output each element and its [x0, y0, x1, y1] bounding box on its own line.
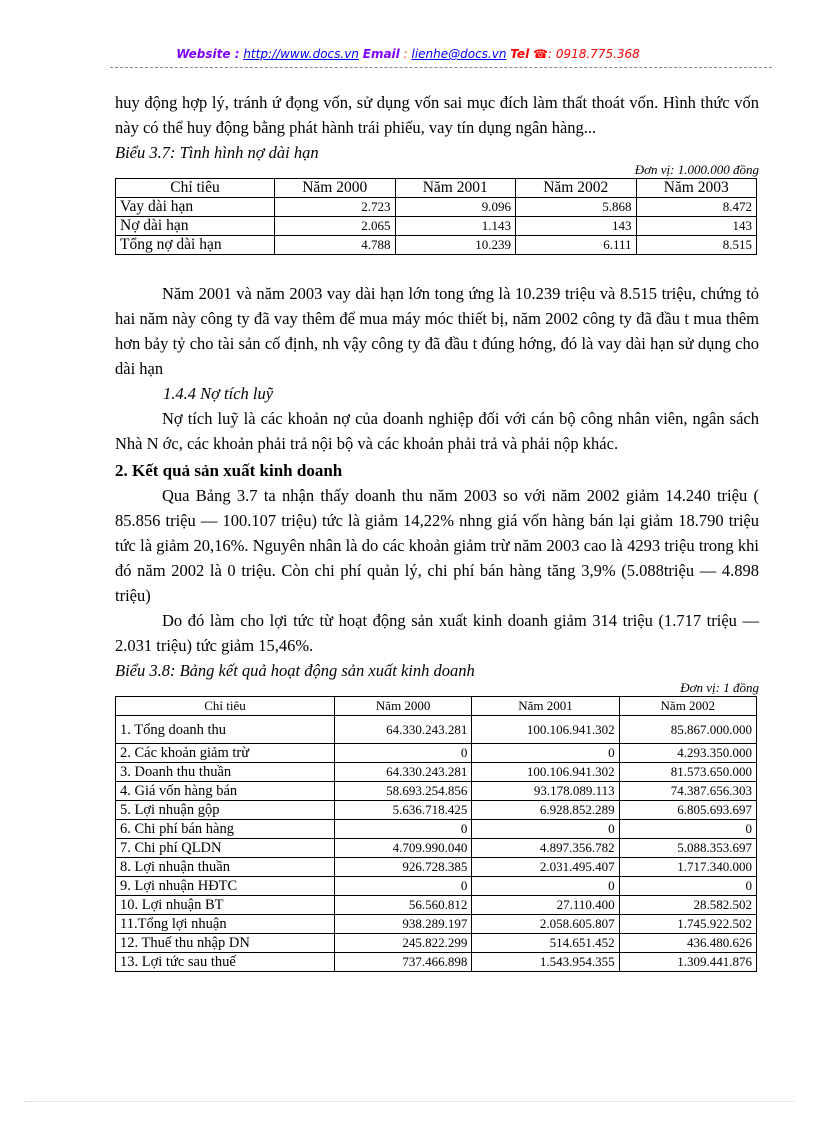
table-cell: 1.543.954.355: [472, 953, 619, 972]
table-header: Năm 2003: [636, 179, 757, 198]
table-row: [116, 782, 757, 801]
table-row: [116, 763, 757, 782]
table-cell: 1.717.340.000: [619, 858, 756, 877]
table-cell: 10.239: [395, 236, 516, 255]
table-cell: 245.822.299: [335, 934, 472, 953]
table-row: [116, 858, 757, 877]
footer-rule: [24, 1101, 794, 1102]
table-cell: Tổng nợ dài hạn: [116, 236, 275, 255]
table-cell: 143: [516, 217, 637, 236]
paragraph-3: Nợ tích luỹ là các khoản nợ của doanh nghiệp đối với cán bộ công nhân viên, ngân sách Nhà N ớc, các khoản phải trả nội bộ và các khoản phải trả và phải nộp khác.: [115, 409, 759, 453]
table-cell: 1. Tổng doanh thu: [116, 716, 335, 744]
table-header: Năm 2000: [335, 697, 472, 716]
table-cell: 0: [472, 744, 619, 763]
table-row: [116, 934, 757, 953]
table-cell: 5.088.353.697: [619, 839, 756, 858]
paragraph-2: Năm 2001 và năm 2003 vay dài hạn lớn tong ứng là 10.239 triệu và 8.515 triệu, chứng tỏ hai năm này công ty đã vay thêm để mua máy móc thiết bị, năm 2002 công ty đã đầu t mua thêm hơn bảy tỷ cho tài sản cố định, nh vậy công ty đã đầu t đúng hớng, đó là vay dài hạn sử dụng cho dài hạn: [115, 284, 759, 378]
table-cell: 737.466.898: [335, 953, 472, 972]
table-cell: 2.723: [275, 198, 396, 217]
table-header: Năm 2000: [275, 179, 396, 198]
table1-caption: Biểu 3.7: Tình hình nợ dài hạn: [115, 143, 319, 162]
table-cell: 10. Lợi nhuận BT: [116, 896, 335, 915]
paragraph-5: Do đó làm cho lợi tức từ hoạt động sản xuất kinh doanh giảm 314 triệu (1.717 triệu — 2.031 triệu) tức giảm 15,46%.: [115, 611, 759, 655]
table-cell: 8.515: [636, 236, 757, 255]
table-cell: 3. Doanh thu thuần: [116, 763, 335, 782]
table-row: [116, 716, 757, 744]
table-header: Năm 2001: [395, 179, 516, 198]
table2-caption: Biểu 3.8: Bảng kết quả hoạt động sản xuất kinh doanh: [115, 661, 475, 680]
table-header-row: [116, 179, 757, 198]
table-cell: 13. Lợi tức sau thuế: [116, 953, 335, 972]
page-header: [0, 47, 816, 61]
table-cell: 4.293.350.000: [619, 744, 756, 763]
table-cell: 56.560.812: [335, 896, 472, 915]
tel-label: Tel: [510, 47, 530, 61]
table-cell: 926.728.385: [335, 858, 472, 877]
table-cell: 2.031.495.407: [472, 858, 619, 877]
table-cell: 2. Các khoản giảm trừ: [116, 744, 335, 763]
table-cell: 11.Tổng lợi nhuận: [116, 915, 335, 934]
table-row: [116, 744, 757, 763]
table-cell: 0: [472, 820, 619, 839]
table-row: [116, 236, 757, 255]
table-row: [116, 915, 757, 934]
table1-unit: Đơn vị: 1.000.000 đồng: [634, 162, 759, 177]
email-link[interactable]: lienhe@docs.vn: [411, 47, 507, 61]
table-cell: 5.868: [516, 198, 637, 217]
phone-icon: ☎: [533, 47, 548, 61]
table-row: [116, 198, 757, 217]
table-cell: 6.805.693.697: [619, 801, 756, 820]
email-separator: :: [403, 47, 408, 61]
table-cell: 93.178.089.113: [472, 782, 619, 801]
table-cell: 143: [636, 217, 757, 236]
business-results-table: [115, 696, 757, 972]
table-cell: 100.106.941.302: [472, 716, 619, 744]
table-row: [116, 801, 757, 820]
table-header-row: [116, 697, 757, 716]
table-cell: 100.106.941.302: [472, 763, 619, 782]
table-cell: 1.745.922.502: [619, 915, 756, 934]
paragraph-1: huy động hợp lý, tránh ứ đọng vốn, sử dụng vốn sai mục đích làm thất thoát vốn. Hình thức vốn này có thể huy động bằng phát hành trái phiếu, vay tín dụng ngân hàng...: [115, 93, 759, 137]
table-cell: 5.636.718.425: [335, 801, 472, 820]
subheading-1-4-4: 1.4.4 Nợ tích luỹ: [163, 384, 274, 403]
table-row: [116, 877, 757, 896]
table-row: [116, 953, 757, 972]
table-cell: 0: [619, 877, 756, 896]
table-cell: 6.928.852.289: [472, 801, 619, 820]
table-cell: 2.065: [275, 217, 396, 236]
table-cell: 514.651.452: [472, 934, 619, 953]
table-cell: 7. Chi phí QLDN: [116, 839, 335, 858]
table-cell: 0: [335, 877, 472, 896]
table-cell: 0: [472, 877, 619, 896]
table-cell: 436.480.626: [619, 934, 756, 953]
table-cell: 1.309.441.876: [619, 953, 756, 972]
table-header: Năm 2002: [619, 697, 756, 716]
phone-number: : 0918.775.368: [547, 47, 640, 61]
table-cell: 9. Lợi nhuận HĐTC: [116, 877, 335, 896]
table-cell: 81.573.650.000: [619, 763, 756, 782]
table-header: Chỉ tiêu: [116, 697, 335, 716]
table-cell: 0: [335, 744, 472, 763]
table-cell: 8. Lợi nhuận thuần: [116, 858, 335, 877]
document-body: [115, 90, 759, 972]
section-heading: 2. Kết quả sản xuất kinh doanh: [115, 461, 343, 480]
table-cell: 85.867.000.000: [619, 716, 756, 744]
table-cell: 64.330.243.281: [335, 763, 472, 782]
table-cell: 6.111: [516, 236, 637, 255]
table-cell: Nợ dài hạn: [116, 217, 275, 236]
table-header: Năm 2002: [516, 179, 637, 198]
table-cell: Vay dài hạn: [116, 198, 275, 217]
table-cell: 64.330.243.281: [335, 716, 472, 744]
table-row: [116, 820, 757, 839]
table-cell: 5. Lợi nhuận gộp: [116, 801, 335, 820]
website-link[interactable]: http://www.docs.vn: [243, 47, 359, 61]
table-cell: 4.709.990.040: [335, 839, 472, 858]
long-term-debt-table: [115, 178, 757, 255]
table-cell: 74.387.656.303: [619, 782, 756, 801]
table-cell: 8.472: [636, 198, 757, 217]
table-cell: 4. Giá vốn hàng bán: [116, 782, 335, 801]
table-cell: 12. Thuế thu nhập DN: [116, 934, 335, 953]
table-cell: 2.058.605.807: [472, 915, 619, 934]
email-label: Email: [362, 47, 400, 61]
table-cell: 4.897.356.782: [472, 839, 619, 858]
table-row: [116, 839, 757, 858]
table-cell: 58.693.254.856: [335, 782, 472, 801]
header-rule: [110, 67, 772, 68]
table-cell: 27.110.400: [472, 896, 619, 915]
website-label: Website :: [176, 47, 240, 61]
table-cell: 28.582.502: [619, 896, 756, 915]
table-cell: 1.143: [395, 217, 516, 236]
table-cell: 0: [335, 820, 472, 839]
table-cell: 6. Chi phí bán hàng: [116, 820, 335, 839]
table-cell: 938.289.197: [335, 915, 472, 934]
table-cell: 0: [619, 820, 756, 839]
paragraph-4: Qua Bảng 3.7 ta nhận thấy doanh thu năm 2003 so với năm 2002 giảm 14.240 triệu ( 85.856 triệu — 100.107 triệu) tức là giảm 14,22% nhng giá vốn hàng bán lại giảm 18.790 triệu tức là giảm 20,16%. Nguyên nhân là do các khoản giảm trừ năm 2003 cao là 4293 triệu trong khi đó năm 2002 là 0 triệu. Còn chi phí quản lý, chi phí bán hàng tăng 3,9% (5.088triệu — 4.898 triệu): [115, 486, 759, 605]
table-header: Chỉ tiêu: [116, 179, 275, 198]
table-cell: 9.096: [395, 198, 516, 217]
table2-unit: Đơn vị: 1 đồng: [680, 680, 759, 695]
table-row: [116, 896, 757, 915]
table-header: Năm 2001: [472, 697, 619, 716]
table-cell: 4.788: [275, 236, 396, 255]
table-row: [116, 217, 757, 236]
